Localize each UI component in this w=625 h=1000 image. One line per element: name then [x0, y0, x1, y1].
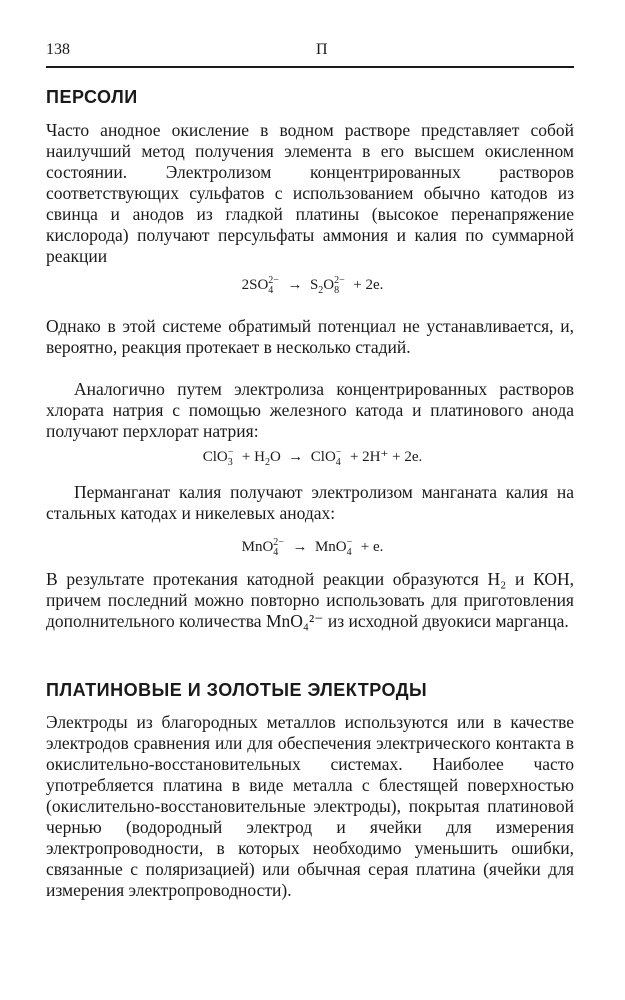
f3-permanganate-charge: − — [346, 536, 353, 548]
f1-arrow: → — [287, 277, 303, 293]
f3-arrow: → — [292, 539, 308, 555]
f1-reactant: 2SO — [241, 277, 269, 293]
paragraph-cathode-reaction: В результате протекания катодной реакции образуются Н₂ и КОН, причем последний можно повторно использовать для приготовления дополнительного количества MnO₄²⁻ из исходной двуокиси марганца. — [46, 569, 574, 631]
paragraph-noble-electrodes: Электроды из благородных металлов используются или в качестве электродов сравнения или для обеспечения электрического контакта в окислительно-восстановительных системах. Наиболее часто употребляется платина в виде металла с блестящей поверхностью (окислительно-восстановительные электроды), покрытая платиновой чернью (водородный электрод и ячейки для измерения электропроводности, в которых необходимо уменьшить ошибки, связанные с поляризацией) или обычная серая платина (ячейки для измерения электропроводности). — [46, 712, 574, 900]
f2-water-o: O — [269, 449, 281, 465]
f1-reactant-charge: 2− — [268, 274, 279, 286]
f1-tail: + 2e. — [353, 277, 384, 293]
f1-product-s: S — [309, 277, 319, 293]
f3-permanganate-subscript: 4 — [346, 546, 352, 558]
f2-water-subscript: 2 — [264, 457, 270, 468]
f1-product-s-subscript: 2 — [318, 285, 324, 296]
f3-manganate-indices — [273, 538, 284, 558]
f3-manganate-subscript: 4 — [273, 546, 279, 558]
f2-chlorate-indices — [228, 448, 234, 468]
f2-chlorate-subscript: 3 — [227, 456, 233, 468]
f2-perchlorate-indices — [336, 448, 342, 468]
paragraph-intro: Часто анодное окисление в водном растворе представляет собой наилучший метод получения элемента в его высшем окисленном состоянии. Электролизом концентрированных растворов соответствующих сульфатов с использованием обычно катодов из свинца и анодов из гладкой платины (высокое перенапряжение кислорода) получают персульфаты аммония и калия по суммарной реакции — [46, 120, 574, 266]
f3-permanganate-indices — [347, 538, 353, 558]
f2-perchlorate-charge: − — [335, 446, 342, 458]
f2-arrow: → — [288, 449, 304, 465]
paragraph-reversibility: Однако в этой системе обратимый потенциал не устанавливается, и, вероятно, реакция протекает в несколько стадий. — [46, 316, 574, 357]
paragraph-perchlorate: Аналогично путем электролиза концентрированных растворов хлората натрия с помощью железного катода и платинового анода получают перхлорат натрия: — [46, 379, 574, 441]
f3-manganate-charge: 2− — [273, 536, 284, 548]
f3-tail: + e. — [360, 539, 384, 555]
f1-product-o: O — [323, 277, 335, 293]
f2-perchlorate-subscript: 4 — [335, 456, 341, 468]
f2-perchlorate: ClO — [310, 449, 336, 465]
f2-chlorate-charge: − — [227, 446, 234, 458]
header-rule — [46, 66, 574, 68]
f1-product-indices — [334, 276, 345, 296]
f3-permanganate: MnO — [314, 539, 347, 555]
f2-tail: + 2H⁺ + 2e. — [349, 449, 423, 465]
formula-manganate-oxidation — [0, 537, 625, 558]
paragraph-permanganate: Перманганат калия получают электролизом манганата калия на стальных катодах и никелевых анодах: — [46, 482, 574, 523]
f1-product-subscript: 8 — [334, 284, 340, 296]
formula-chlorate-oxidation — [0, 447, 625, 473]
section-heading-persalts: ПЕРСОЛИ — [46, 87, 138, 107]
f1-reactant-indices — [268, 276, 279, 296]
section-heading-electrodes: ПЛАТИНОВЫЕ И ЗОЛОТЫЕ ЭЛЕКТРОДЫ — [46, 680, 428, 700]
page-number: 138 — [46, 41, 70, 58]
running-head: П — [316, 41, 328, 58]
f3-manganate: MnO — [241, 539, 274, 555]
f1-product-charge: 2− — [334, 274, 345, 286]
formula-sulfate-oxidation — [0, 275, 625, 301]
page-header — [46, 37, 574, 65]
f1-reactant-subscript: 4 — [268, 284, 274, 296]
f2-chlorate: ClO — [202, 449, 228, 465]
f2-water-h: + H — [241, 449, 265, 465]
